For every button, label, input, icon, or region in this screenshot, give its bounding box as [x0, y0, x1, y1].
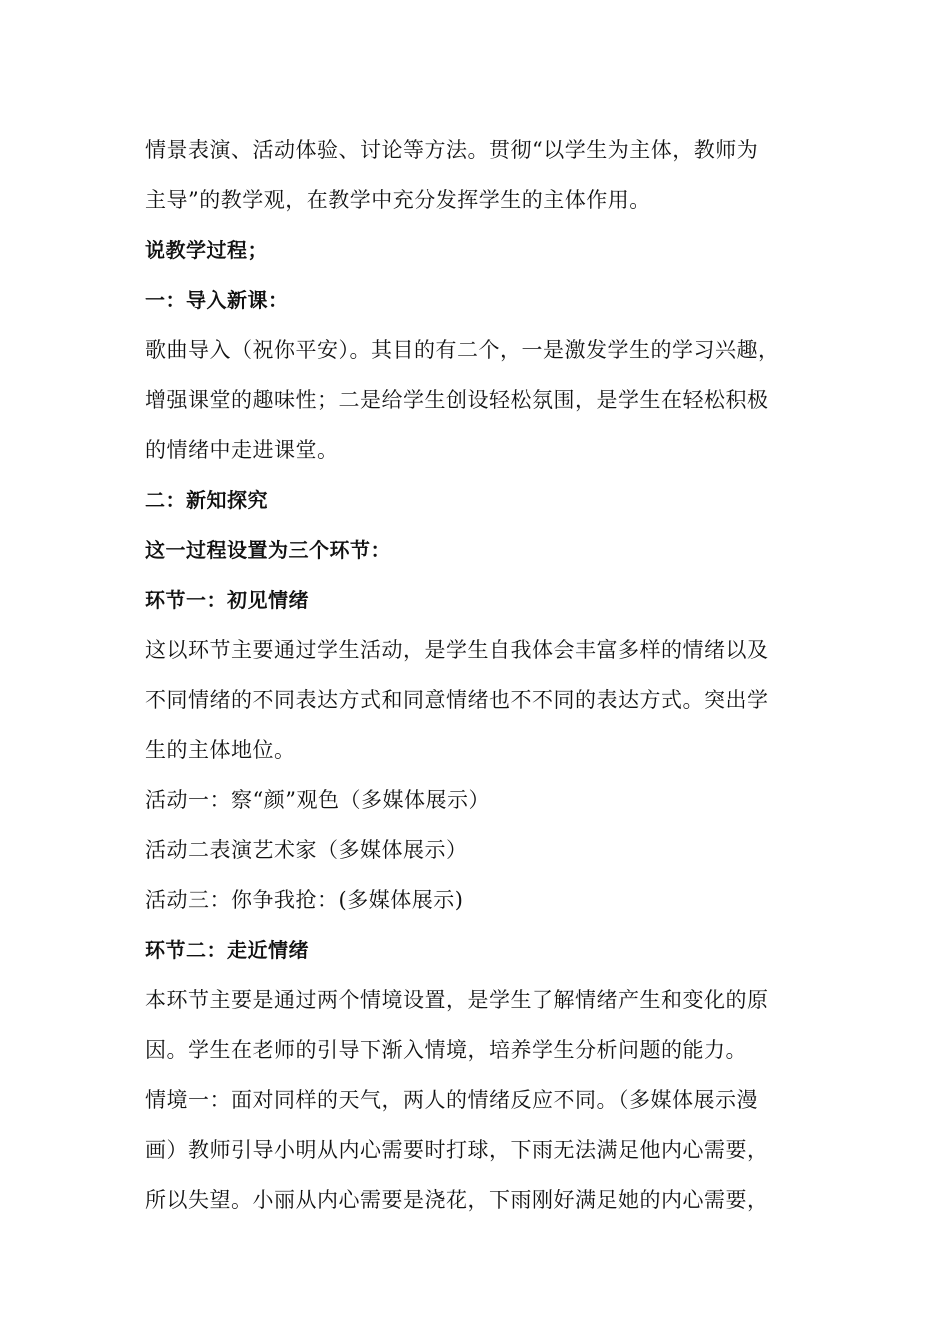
paragraph-line: 情景表演、活动体验、讨论等方法。贯彻“以学生为主体，教师为 — [145, 138, 759, 162]
paragraph-line: 活动一：察“颜”观色（多媒体展示） — [145, 788, 490, 812]
paragraph-line: 因。学生在老师的引导下渐入情境，培养学生分析问题的能力。 — [145, 1038, 747, 1062]
section-heading: 二：新知探究 — [145, 488, 268, 512]
section-heading: 说教学过程； — [145, 238, 268, 262]
paragraph-line: 本环节主要是通过两个情境设置，是学生了解情绪产生和变化的原 — [145, 988, 769, 1012]
section-heading: 一：导入新课： — [145, 288, 289, 312]
paragraph-line: 的情绪中走进课堂。 — [145, 438, 339, 462]
paragraph-line: 活动三：你争我抢：(多媒体展示) — [145, 888, 464, 912]
section-heading: 环节一：初见情绪 — [145, 588, 309, 612]
paragraph-line: 所以失望。小丽从内心需要是浇花，下雨刚好满足她的内心需要， — [145, 1188, 769, 1212]
paragraph-line: 生的主体地位。 — [145, 738, 296, 762]
paragraph-line: 情境一：面对同样的天气，两人的情绪反应不同。（多媒体展示漫 — [145, 1088, 758, 1112]
paragraph-line: 活动二表演艺术家（多媒体展示） — [145, 838, 468, 862]
paragraph-line: 歌曲导入（祝你平安）。其目的有二个，一是激发学生的学习兴趣， — [145, 338, 780, 362]
paragraph-line: 不同情绪的不同表达方式和同意情绪也不不同的表达方式。突出学 — [145, 688, 769, 712]
section-heading: 环节二：走近情绪 — [145, 938, 309, 962]
section-heading: 这一过程设置为三个环节： — [145, 538, 391, 562]
paragraph-line: 增强课堂的趣味性；二是给学生创设轻松氛围，是学生在轻松积极 — [145, 388, 769, 412]
paragraph-line: 这以环节主要通过学生活动，是学生自我体会丰富多样的情绪以及 — [145, 638, 769, 662]
paragraph-line: 画）教师引导小明从内心需要时打球，下雨无法满足他内心需要， — [145, 1138, 769, 1162]
paragraph-line: 主导”的教学观，在教学中充分发挥学生的主体作用。 — [145, 188, 651, 212]
